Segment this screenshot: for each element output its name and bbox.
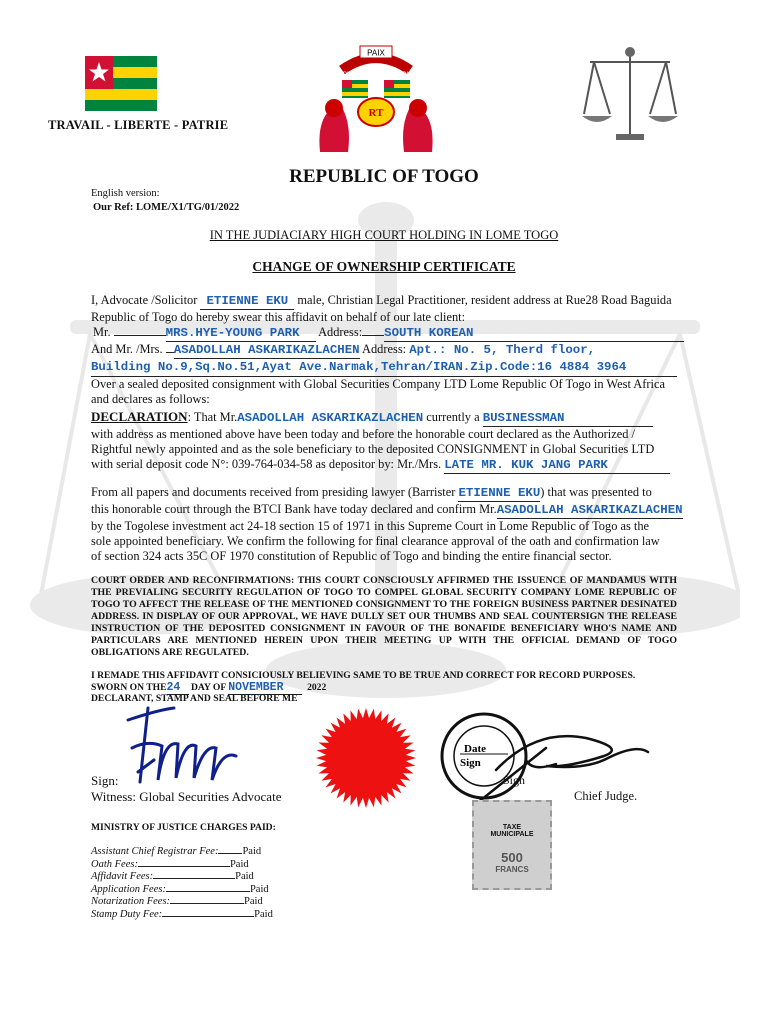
declaration-paragraph: DECLARATION: That Mr.ASADOLLAH ASKARIKAZLACHEN currently a BUSINESSMAN with address as mentioned above have been today and before the honorable court declared as the Authorized / Rightful newly appointed and as the sole beneficiary to the deposited CONSIGNMENT in Global Securities LTD with serial deposit code N°: 039-764-034-58 as depositor by: Mr./Mrs. LATE MR. KUK JANG PARK [91, 409, 691, 474]
witness-label: Witness: Global Securities Advocate [91, 789, 282, 804]
scales-of-justice-icon [580, 44, 680, 144]
affidavit-statement: I REMADE THIS AFFIDAVIT CONSICIOUSLY BELIEVING SAME TO BE TRUE AND CORRECT FOR RECORD PURPOSES. [91, 670, 636, 681]
fee-row: Oath Fees: Paid [91, 858, 249, 870]
version-label: English version: [91, 188, 160, 199]
sign-label-left: Sign: [91, 773, 119, 788]
client2-address-field-1: Apt.: No. 5, Therd floor, [409, 343, 596, 357]
emblem-shield-text: RT [368, 107, 384, 119]
red-seal-stamp [314, 706, 418, 810]
emblem-banner-text: PAIX [367, 48, 385, 58]
barrister-name-field: ETIENNE EKU [458, 486, 541, 500]
stamp-date-label: Date [464, 743, 486, 755]
confirmation-paragraph: From all papers and documents received from presiding lawyer (Barrister ETIENNE EKU) that was presented to this honorable court through the BTCI Bank have today declared and confirm Mr.ASADOLLAH ASKARIKAZLACHEN by the Togolese investment act 24-18 section 15 of 1971 in this Supreme Court in Lome Republic of Togo as the sole appointed beneficiary. We confirm the following for final clearance approval of the oath and confirmation law of section 324 acts 35C OF 1970 constitution of Republic of Togo and binding the entire financial sector. [91, 485, 683, 563]
sign-label-right: Sign [503, 773, 526, 787]
handwritten-signature-left [118, 700, 248, 790]
fee-row: Stamp Duty Fee: Paid [91, 908, 273, 920]
page-title: REPUBLIC OF TOGO [289, 166, 479, 187]
reference-number: Our Ref: LOME/X1/TG/01/2022 [93, 202, 240, 213]
togo-flag [85, 56, 157, 111]
stamp-sign-label: Sign [460, 757, 481, 769]
fee-row: Affidavit Fees: Paid [91, 871, 254, 883]
court-heading: IN THE JUDIACIARY HIGH COURT HOLDING IN LOME TOGO [209, 228, 559, 242]
client2-address-field-2: Building No.9,Sq.No.51,Ayat Ave.Narmak,Tehran/IRAN.Zip.Code:16 4884 3964 [91, 359, 677, 377]
fiscal-revenue-stamp: TAXE MUNICIPALE 500 FRANCS [472, 800, 552, 890]
certificate-title: CHANGE OF OWNERSHIP CERTIFICATE [252, 259, 516, 274]
declarant-name-field: ASADOLLAH ASKARIKAZLACHEN [237, 411, 424, 425]
national-motto: TRAVAIL - LIBERTE - PATRIE [48, 118, 229, 132]
declaration-label: DECLARATION [91, 409, 188, 424]
client1-address-field: SOUTH KOREAN [384, 326, 684, 342]
client2-name-field: ASADOLLAH ASKARIKAZLACHEN [173, 343, 360, 357]
fee-row: Application Fees: Paid [91, 883, 269, 895]
sworn-month-field: NOVEMBER [228, 681, 302, 695]
sworn-date-line: SWORN ON THE24 DAY OF NOVEMBER 2022 [91, 681, 327, 694]
confirmed-name-field: ASADOLLAH ASKARIKAZLACHEN [496, 503, 683, 517]
occupation-field: BUSINESSMAN [483, 411, 653, 427]
fee-row: Assistant Chief Registrar Fee: Paid [91, 846, 262, 857]
fees-list [91, 846, 273, 922]
client1-name-field: MRS.HYE-YOUNG PARK [166, 326, 316, 342]
chief-judge-label: Chief Judge. [574, 789, 638, 803]
solicitor-name-field: ETIENNE EKU [200, 294, 294, 310]
ministry-heading: MINISTRY OF JUSTICE CHARGES PAID: [91, 822, 276, 833]
coat-of-arms-emblem [312, 42, 440, 154]
declarant-line: DECLARANT, STAMP AND SEAL BEFORE ME [91, 693, 298, 704]
court-order-paragraph: COURT ORDER AND RECONFIRMATIONS: THIS COURT CONSCIOUSLY AFFIRMED THE ISSUENCE OF MANDAMUS WITH THE PREVIALING SECURITY REGULATION OF TOGO TO COMPEL GLOBAL SECURITY COMPANY LOME REPUBLIC OF TOGO TO AFFECT THE RELEASE OF THE MENTIONED CONSIGNMENT TO THE FOREIGN BUSINESS PARTNER DESINATED ADDRESS. IN DISPLAY OF OUR APPROVAL, WE HAVE DULLY SET OUR THUMBS AND SEAL COUNTERSIGN THE RELEASE INSTRUCTION OF THE DEPOSITED CONSIGNMENT IN FAVOUR OF THE BONAFIDE BENEFICIARY WHO'S NAME AND PARTICULARS ARE MENTIONED HEREIN UPON THEIR MEETING UP WITH THE OFFICIAL DEMAND OF TOGO OBLIGATIONS ARE REGULATED. [91, 575, 677, 658]
fee-row: Notarization Fees: Paid [91, 896, 263, 908]
emblem-right-text: SOLIDARITE [398, 72, 434, 78]
emblem-left-text: UNION [332, 72, 352, 78]
depositor-field: LATE MR. KUK JANG PARK [444, 458, 670, 474]
affidavit-paragraph: I, Advocate /Solicitor ETIENNE EKU male, Christian Legal Practitioner, resident address at Rue28 Road Baguida Republic of Togo do hereby swear this affidavit on behalf of our late client: Mr. MRS.HYE-YOUNG PARK Address: SOUTH KOREAN And Mr. /Mrs. ASADOLLAH ASKARIKAZLACHEN Address: Apt.: No. 5, Therd floor, Building No.9,Sq.No.51,Ayat Ave.Narmak,Tehran/IRAN.Zip.Code:16 4884 3964 Over a sealed deposited consignment with Global Securities Company LTD Lome Republic Of Togo in West Africa and declares as follows: [91, 293, 691, 407]
sworn-day-field: 24 [167, 681, 189, 695]
